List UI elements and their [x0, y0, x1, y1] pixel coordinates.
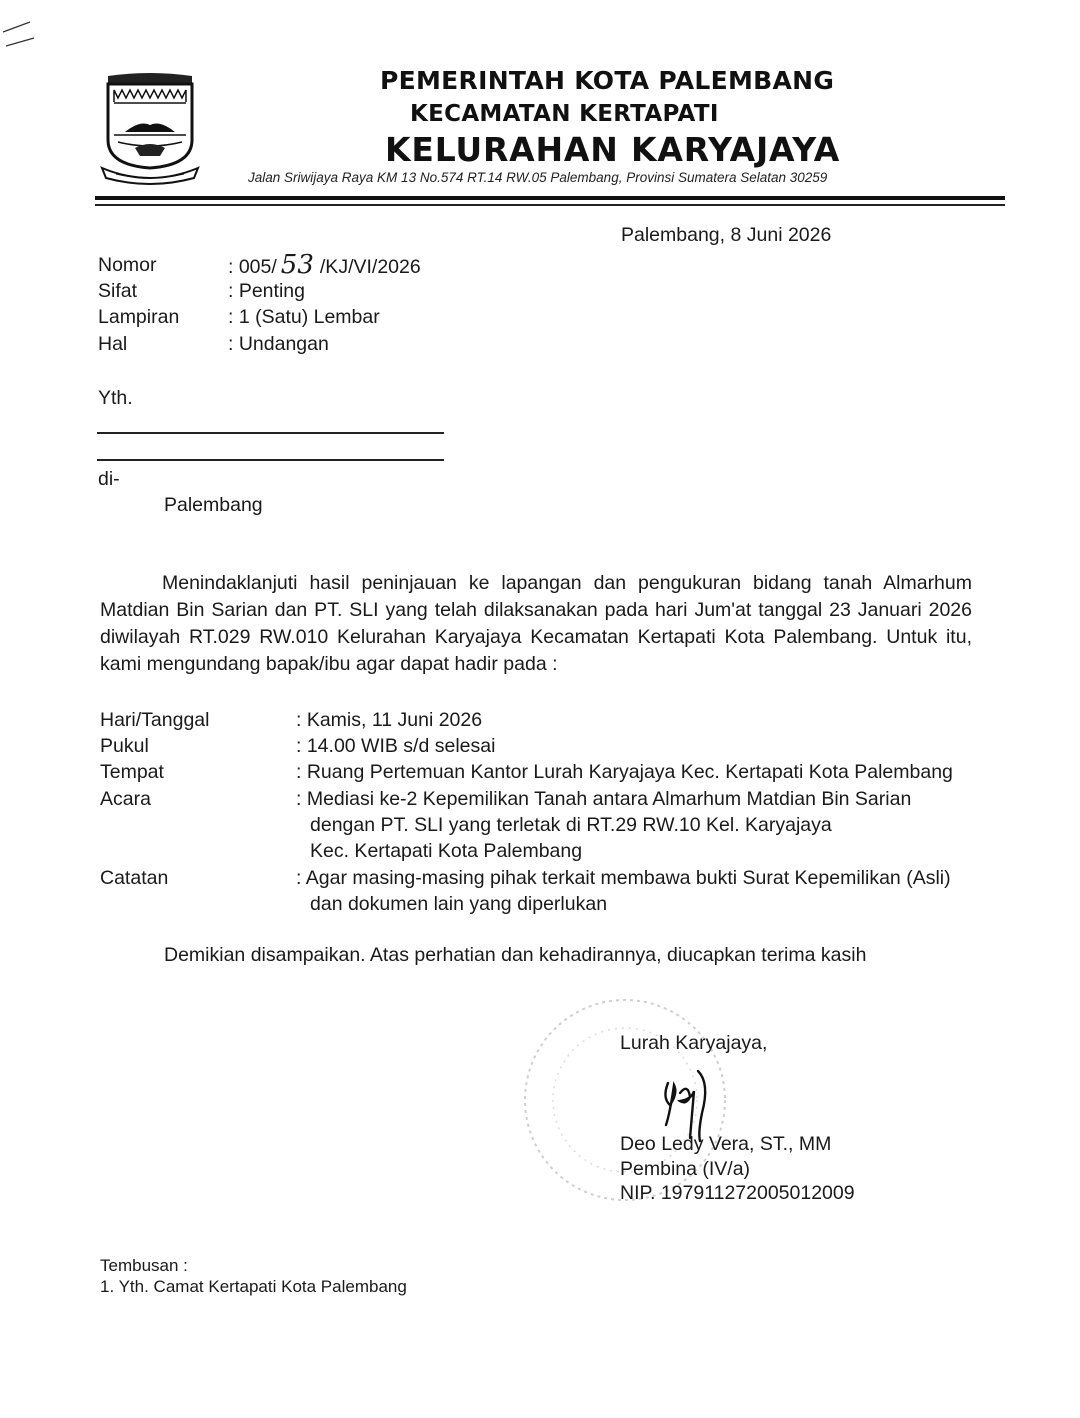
letterhead-address: Jalan Sriwijaya Raya KM 13 No.574 RT.14 RW.05 Palembang, Provinsi Sumatera Selatan 30259: [248, 170, 828, 185]
hal-value: : Undangan: [228, 333, 329, 355]
nomor-value: [228, 252, 421, 280]
pen-mark: [0, 10, 40, 55]
body-paragraph: Menindaklanjuti hasil peninjauan ke lapangan dan pengukuran bidang tanah Almarhum Matdian Bin Sarian dan PT. SLI yang telah dilaksanakan pada hari Jum'at tanggal 23 Januari 2026 diwilayah RT.029 RW.010 Kelurahan Karyajaya Kecamatan Kertapati Kota Palembang. Untuk itu, kami mengundang bapak/ibu agar dapat hadir pada :: [100, 572, 972, 675]
signatory-name: Deo Ledy Vera, ST., MM: [620, 1133, 832, 1155]
nomor-label: Nomor: [98, 254, 157, 276]
tembusan-label: Tembusan :: [100, 1256, 188, 1275]
letterhead-village: KELURAHAN KARYAJAYA: [385, 130, 841, 169]
hari-value: : Kamis, 11 Juni 2026: [296, 709, 483, 731]
catatan-line-2: dan dokumen lain yang diperlukan: [310, 893, 608, 915]
sifat-label: Sifat: [98, 280, 138, 302]
tembusan-item-1: 1. Yth. Camat Kertapati Kota Palembang: [100, 1277, 407, 1296]
letterhead-district: KECAMATAN KERTAPATI: [410, 101, 719, 127]
nomor-prefix: : 005/: [228, 256, 277, 278]
lampiran-value: : 1 (Satu) Lembar: [228, 306, 380, 328]
signatory-nip: NIP. 197911272005012009: [620, 1182, 855, 1204]
pukul-label: Pukul: [100, 735, 149, 757]
tempat-label: Tempat: [100, 761, 164, 783]
catatan-line-1: : Agar masing-masing pihak terkait membawa bukti Surat Kepemilikan (Asli): [296, 867, 951, 889]
nomor-handwritten: 53: [280, 250, 314, 280]
letterhead-divider-thick: [95, 196, 1005, 200]
letterhead-divider-thin: [95, 204, 1005, 206]
letterhead-government: PEMERINTAH KOTA PALEMBANG: [380, 66, 835, 95]
letter-date: Palembang, 8 Juni 2026: [621, 224, 832, 246]
signatory-rank: Pembina (IV/a): [620, 1158, 751, 1180]
recipient-di: di-: [98, 468, 120, 490]
recipient-line-2: [97, 459, 444, 461]
nomor-suffix: /KJ/VI/2026: [319, 256, 421, 278]
lampiran-label: Lampiran: [98, 306, 180, 328]
acara-label: Acara: [100, 788, 151, 810]
recipient-yth: Yth.: [98, 387, 133, 409]
catatan-label: Catatan: [100, 867, 169, 889]
hal-label: Hal: [98, 333, 128, 355]
pukul-value: : 14.00 WIB s/d selesai: [296, 735, 496, 757]
signature-title: Lurah Karyajaya,: [620, 1032, 768, 1054]
hari-label: Hari/Tanggal: [100, 709, 210, 731]
recipient-line-1: [97, 432, 444, 434]
closing-sentence: Demikian disampaikan. Atas perhatian dan kehadirannya, diucapkan terima kasih: [164, 944, 867, 966]
recipient-city: Palembang: [164, 494, 263, 516]
sifat-value: : Penting: [228, 280, 305, 302]
tempat-value: : Ruang Pertemuan Kantor Lurah Karyajaya Kec. Kertapati Kota Palembang: [296, 761, 953, 783]
city-emblem-logo: [100, 70, 200, 185]
acara-line-3: Kec. Kertapati Kota Palembang: [310, 840, 583, 862]
acara-line-1: : Mediasi ke-2 Kepemilikan Tanah antara Almarhum Matdian Bin Sarian: [296, 788, 912, 810]
acara-line-2: dengan PT. SLI yang terletak di RT.29 RW.10 Kel. Karyajaya: [310, 814, 832, 836]
